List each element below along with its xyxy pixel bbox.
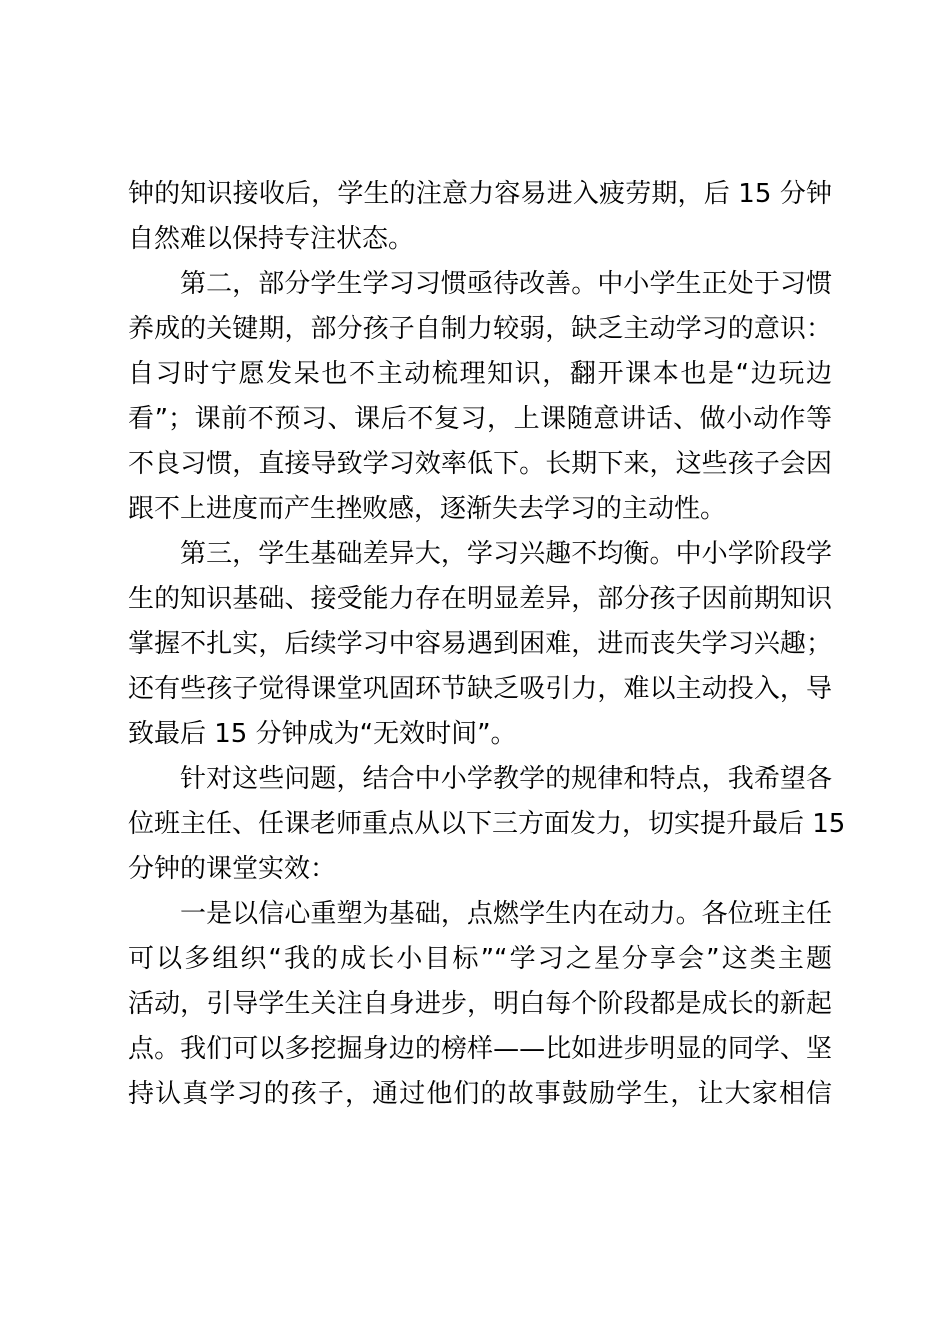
text-line: 可以多组织“我的成长小目标”“学习之星分享会”这类主题 [128,944,832,974]
text-line: 掌握不扎实，后续学习中容易遇到困难，进而丧失学习兴趣； [128,629,832,659]
text-line: 活动，引导学生关注自身进步，明白每个阶段都是成长的新起 [128,989,832,1019]
text-line: 钟的知识接收后，学生的注意力容易进入疲劳期，后 15 分钟 [128,179,832,209]
body-text [128,172,846,1117]
text-line: 分钟的课堂实效： [128,854,337,884]
text-line: 点。我们可以多挖掘身边的榜样——比如进步明显的同学、坚 [128,1034,832,1064]
text-line: 自习时宁愿发呆也不主动梳理知识，翻开课本也是“边玩边 [128,359,832,389]
text-line: 第三，学生基础差异大，学习兴趣不均衡。中小学阶段学 [180,539,832,569]
text-line: 养成的关键期，部分孩子自制力较弱，缺乏主动学习的意识： [128,314,832,344]
text-line: 致最后 15 分钟成为“无效时间”。 [128,719,517,749]
text-line: 跟不上进度而产生挫败感，逐渐失去学习的主动性。 [128,494,727,524]
text-line: 位班主任、任课老师重点从以下三方面发力，切实提升最后 15 [128,809,846,839]
text-line: 一是以信心重塑为基础，点燃学生内在动力。各位班主任 [180,899,832,929]
text-line: 针对这些问题，结合中小学教学的规律和特点，我希望各 [180,764,832,794]
text-line: 还有些孩子觉得课堂巩固环节缺乏吸引力，难以主动投入，导 [128,674,832,704]
text-line: 持认真学习的孩子，通过他们的故事鼓励学生，让大家相信 [128,1079,832,1109]
text-line: 不良习惯，直接导致学习效率低下。长期下来，这些孩子会因 [128,449,832,479]
text-line: 第二，部分学生学习习惯亟待改善。中小学生正处于习惯 [180,269,832,299]
text-line: 生的知识基础、接受能力存在明显差异，部分孩子因前期知识 [128,584,832,614]
text-line: 自然难以保持专注状态。 [128,224,415,254]
text-line: 看”；课前不预习、课后不复习，上课随意讲话、做小动作等 [128,404,832,434]
